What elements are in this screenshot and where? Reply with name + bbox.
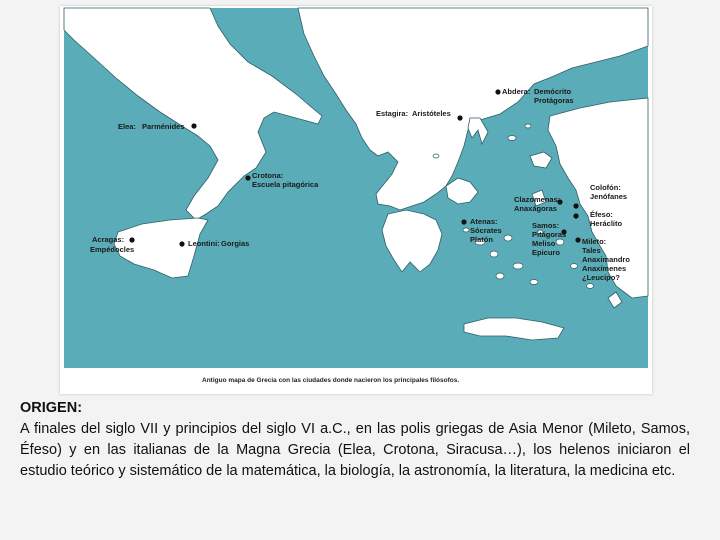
- label-estagira-city: Estagira:: [376, 109, 409, 118]
- label-abdera-name-1: Demócrito: [534, 87, 572, 96]
- label-samos-name-2: Meliso: [532, 239, 556, 248]
- label-acragas-name: Empédocles: [90, 245, 135, 254]
- label-abdera-name-2: Protágoras: [534, 96, 574, 105]
- label-estagira-name: Aristóteles: [412, 109, 451, 118]
- label-crotona-name: Escuela pitagórica: [252, 180, 319, 189]
- label-leontini-city: Leontini:: [188, 239, 220, 248]
- label-leontini-name: Gorgias: [221, 239, 250, 248]
- label-efeso-name: Heráclito: [590, 219, 623, 228]
- city-marker-abdera: [495, 89, 500, 94]
- text-block: [20, 398, 690, 482]
- label-colofon-name: Jenófanes: [590, 192, 628, 201]
- city-marker-mileto: [575, 237, 580, 242]
- label-elea-city: Elea:: [118, 122, 136, 131]
- greece-map: [60, 6, 652, 394]
- label-crotona-city: Crotona:: [252, 171, 284, 180]
- city-marker-atenas: [461, 219, 466, 224]
- city-marker-crotona: [245, 175, 250, 180]
- label-mileto-city: Mileto:: [582, 237, 607, 246]
- city-marker-efeso: [573, 213, 578, 218]
- label-atenas-city: Atenas:: [470, 217, 498, 226]
- label-samos-name-1: Pitágoras: [532, 230, 567, 239]
- label-abdera-city: Abdera:: [502, 87, 531, 96]
- label-atenas-name-1: Sócrates: [470, 226, 502, 235]
- city-marker-elea: [191, 123, 196, 128]
- label-mileto-name-1: Tales: [582, 246, 601, 255]
- label-mileto-name-4: ¿Leucipo?: [582, 273, 620, 282]
- label-colofon-city: Colofón:: [590, 183, 621, 192]
- label-clazomenas-city: Clazomenas:: [514, 195, 561, 204]
- label-elea-name: Parménides: [142, 122, 185, 131]
- city-marker-acragas: [129, 237, 134, 242]
- city-marker-estagira: [457, 115, 462, 120]
- label-mileto-name-2: Anaximandro: [582, 255, 630, 264]
- label-samos-city: Samos:: [532, 221, 560, 230]
- label-atenas-name-2: Platón: [470, 235, 493, 244]
- map-caption: Antiguo mapa de Grecia con las ciudades donde nacieron los principales filósofos.: [202, 377, 460, 384]
- label-clazomenas-name: Anaxágoras: [514, 204, 557, 213]
- section-heading: ORIGEN:: [20, 400, 83, 416]
- label-efeso-city: Éfeso:: [590, 210, 613, 219]
- city-marker-colofon: [573, 203, 578, 208]
- label-samos-name-3: Epicuro: [532, 248, 560, 257]
- map-image: [60, 6, 652, 394]
- body-paragraph: A finales del siglo VII y principios del siglo VI a.C., en las polis griegas de Asia Menor (Mileto, Samos, Éfeso) y en las italianas de la Magna Grecia (Elea, Crotona, Siracusa…), los helenos iniciaron el estudio teórico y sistemático de la matemática, la biología, la astronomía, la literatura, la medicina etc.: [20, 421, 690, 479]
- label-acragas-city: Acragas:: [92, 235, 125, 244]
- city-marker-leontini: [179, 241, 184, 246]
- label-mileto-name-3: Anaxímenes: [582, 264, 627, 273]
